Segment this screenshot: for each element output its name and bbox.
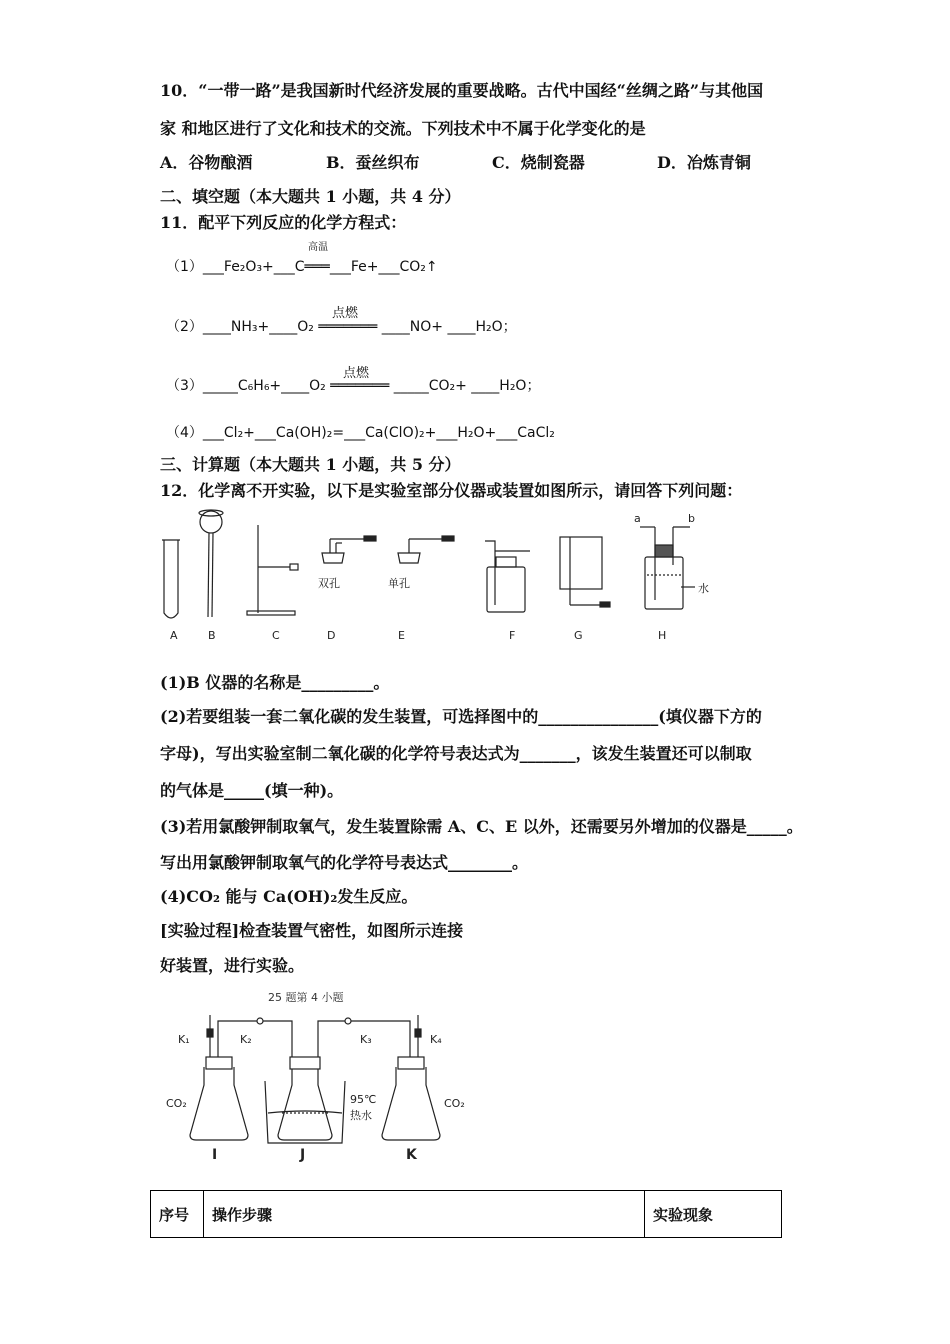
label-e: E xyxy=(398,629,405,642)
section-3-heading: 三、计算题（本大题共 1 小题，共 5 分） xyxy=(160,455,461,474)
equation-1: （1）___Fe₂O₃+___C═══___Fe+___CO₂↑ xyxy=(166,259,438,275)
flask-j-icon xyxy=(278,1057,332,1140)
q10-line2: 家 和地区进行了文化和技术的交流。下列技术中不属于化学变化的是 xyxy=(160,119,646,138)
valve-k3-icon xyxy=(345,1018,351,1024)
flask-j-label: J xyxy=(300,1147,306,1163)
eq2-condition: 点燃 xyxy=(332,306,359,321)
q10-option-c: C．烧制瓷器 xyxy=(492,153,585,172)
iron-stand-icon xyxy=(247,525,298,615)
q12-part1: (1)B 仪器的名称是_________。 xyxy=(160,673,390,692)
valve-k2-label: K₂ xyxy=(240,1033,252,1046)
equation-3: （3）_____C₆H₆+____O₂ ═══════ _____CO₂+ ____H₂O； xyxy=(166,378,541,394)
section-2-heading: 二、填空题（本大题共 1 小题，共 4 分） xyxy=(160,187,461,206)
valve-k2-icon xyxy=(257,1018,263,1024)
q12-part4: (4)CO₂ 能与 Ca(OH)₂发生反应。 xyxy=(160,887,418,906)
valve-k3-label: K₃ xyxy=(360,1033,372,1046)
hot-water-label: 热水 xyxy=(350,1109,372,1122)
single-hole-label: 单孔 xyxy=(388,577,410,590)
valve-k1-label: K₁ xyxy=(178,1033,190,1046)
q12-part2-line3: 的气体是_____(填一种)。 xyxy=(160,781,344,800)
q12-title: 12．化学离不开实验，以下是实验室部分仪器或装置如图所示，请回答下列问题： xyxy=(160,481,743,500)
label-h: H xyxy=(658,629,667,642)
flask-setup-figure xyxy=(160,985,500,1165)
tube-i-j xyxy=(218,1021,292,1057)
q12-part2-line1: (2)若要组装一套二氧化碳的发生装置，可选择图中的_______________(填仪器下方的 xyxy=(160,707,762,726)
label-g: G xyxy=(574,629,583,642)
eq3-condition: 点燃 xyxy=(343,366,370,381)
table-header-row xyxy=(151,1191,782,1238)
flask-i-label: I xyxy=(212,1147,218,1163)
q10-option-a: A．谷物酿酒 xyxy=(160,153,253,172)
q12-part3-line2: 写出用氯酸钾制取氧气的化学符号表达式________。 xyxy=(160,853,529,872)
beaker-icon xyxy=(265,1081,345,1143)
q12-procedure-line1: [实验过程]检查装置气密性，如图所示连接 xyxy=(160,921,464,940)
experiment-table xyxy=(150,1190,782,1238)
q10-option-d: D．冶炼青铜 xyxy=(657,153,751,172)
label-d: D xyxy=(327,629,336,642)
header-index: 序号 xyxy=(151,1191,204,1238)
q12-part2-line2: 字母)，写出实验室制二氧化碳的化学符号表达式为_______，该发生装置还可以制取 xyxy=(160,744,752,763)
header-steps: 操作步骤 xyxy=(204,1191,645,1238)
apparatus-figure xyxy=(150,505,740,650)
double-hole-label: 双孔 xyxy=(318,577,340,590)
test-tube-icon xyxy=(162,540,180,618)
water-trough-icon xyxy=(560,537,610,607)
label-c: C xyxy=(272,629,280,642)
water-temp-label: 95℃ xyxy=(350,1093,377,1106)
valve-k4-label: K₄ xyxy=(430,1033,442,1046)
equation-4: （4）___Cl₂+___Ca(OH)₂=___Ca(ClO)₂+___H₂O+___CaCl₂ xyxy=(166,425,555,441)
gas-bottle-icon xyxy=(485,541,530,612)
equation-2: （2）____NH₃+____O₂ ═══════ ____NO+ ____H₂O； xyxy=(166,319,517,335)
co2-left-label: CO₂ xyxy=(166,1097,187,1110)
label-a: A xyxy=(170,629,178,642)
header-phenomenon: 实验现象 xyxy=(645,1191,782,1238)
gas-washing-bottle-icon xyxy=(640,527,695,609)
q10-line1: 10．“一带一路”是我国新时代经济发展的重要战略。古代中国经“丝绸之路”与其他国 xyxy=(160,81,764,100)
flask-k-label: K xyxy=(406,1147,417,1163)
figure-caption: 25 题第 4 小题 xyxy=(268,991,344,1004)
label-f: F xyxy=(509,629,516,642)
q10-option-b: B．蚕丝织布 xyxy=(326,153,420,172)
h-port-b: b xyxy=(688,512,695,525)
q12-part3-line1: (3)若用氯酸钾制取氧气，发生装置除需 A、C、E 以外，还需要另外增加的仪器是_____。 xyxy=(160,817,803,836)
h-water-label: 水 xyxy=(698,582,709,595)
h-port-a: a xyxy=(634,512,641,525)
single-hole-stopper-icon xyxy=(398,536,454,563)
eq1-condition: 高温 xyxy=(308,242,328,253)
q12-procedure-line2: 好装置，进行实验。 xyxy=(160,956,305,975)
double-hole-stopper-icon xyxy=(322,536,376,563)
co2-right-label: CO₂ xyxy=(444,1097,465,1110)
label-b: B xyxy=(208,629,216,642)
long-neck-funnel-icon xyxy=(199,510,223,617)
q11-title: 11．配平下列反应的化学方程式： xyxy=(160,213,407,232)
